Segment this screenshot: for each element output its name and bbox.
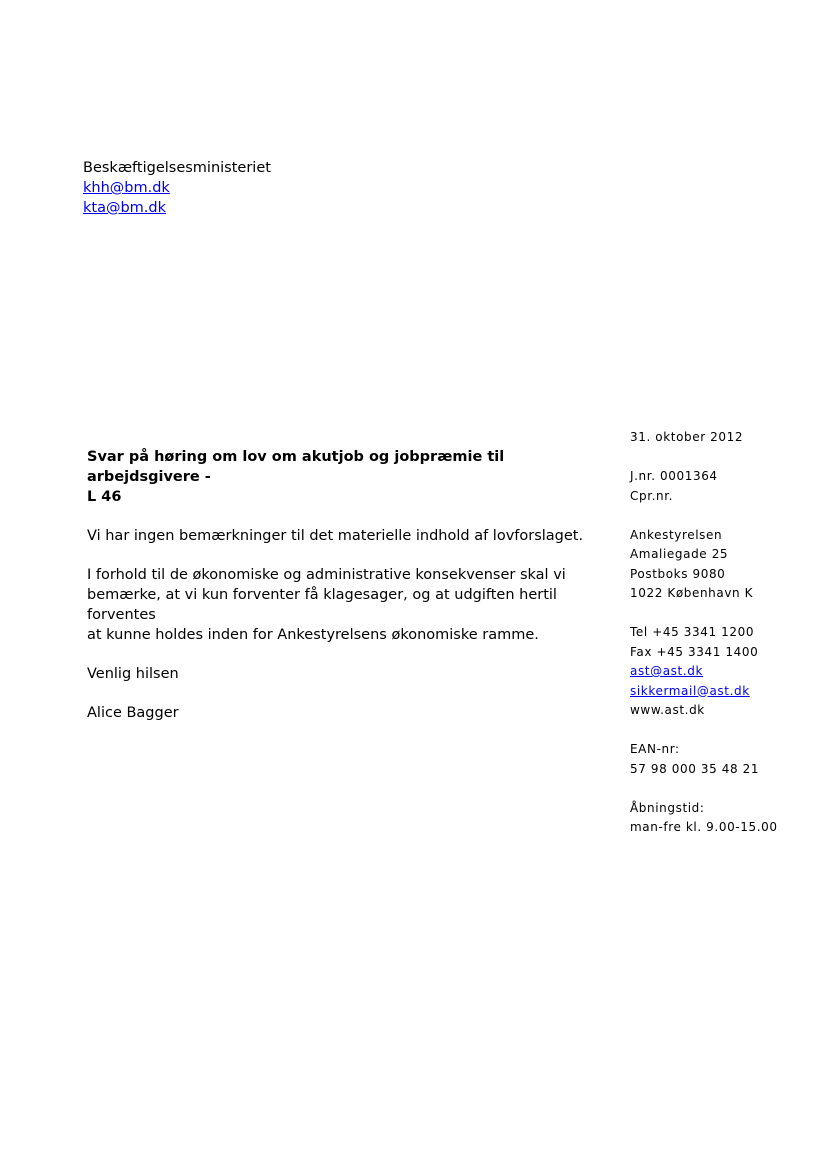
- sender-email-link[interactable]: ast@ast.dk: [630, 664, 704, 678]
- paragraph: [87, 565, 607, 645]
- letter-body: [87, 447, 607, 742]
- sender-secure-email-link[interactable]: sikkermail@ast.dk: [630, 683, 750, 698]
- recipient-email-link[interactable]: khh@bm.dk: [83, 180, 170, 196]
- recipient-email-link[interactable]: kta@bm.dk: [83, 200, 167, 216]
- subject-line: L 46: [87, 489, 122, 505]
- signature: Alice Bagger: [87, 705, 179, 721]
- cpr-number: Cpr.nr.: [630, 488, 674, 503]
- subject-line: Svar på høring om lov om akutjob og jobpræmie til arbejdsgivere -: [87, 449, 505, 485]
- journal-number: J.nr. 0001364: [630, 469, 718, 483]
- paragraph-line: at kunne holdes inden for Ankestyrelsens økonomiske ramme.: [87, 627, 539, 643]
- paragraph-line: bemærke, at vi kun forventer få klagesager, og at udgiften hertil forventes: [87, 587, 557, 623]
- opening-hours-value: man-fre kl. 9.00-15.00: [630, 820, 778, 834]
- sender-phone: Tel +45 3341 1200: [630, 625, 755, 639]
- ean-value: 57 98 000 35 48 21: [630, 761, 760, 776]
- closing: Venlig hilsen: [87, 666, 179, 682]
- sender-info-column: [630, 428, 820, 838]
- sender-postbox: Postboks 9080: [630, 566, 726, 581]
- letter-date: 31. oktober 2012: [630, 430, 744, 444]
- recipient-block: [83, 158, 271, 218]
- recipient-name: Beskæftigelsesministeriet: [83, 160, 271, 176]
- opening-hours-label: Åbningstid:: [630, 800, 705, 815]
- paragraph-line: I forhold til de økonomiske og administrative konsekvenser skal vi: [87, 567, 566, 583]
- sender-website: www.ast.dk: [630, 703, 705, 717]
- paragraph: Vi har ingen bemærkninger til det materielle indhold af lovforslaget.: [87, 528, 584, 544]
- ean-label: EAN-nr:: [630, 742, 680, 756]
- sender-street: Amaliegade 25: [630, 547, 729, 561]
- sender-organization: Ankestyrelsen: [630, 527, 723, 542]
- sender-fax: Fax +45 3341 1400: [630, 644, 759, 659]
- sender-city: 1022 København K: [630, 586, 754, 600]
- letter-subject: [87, 447, 607, 507]
